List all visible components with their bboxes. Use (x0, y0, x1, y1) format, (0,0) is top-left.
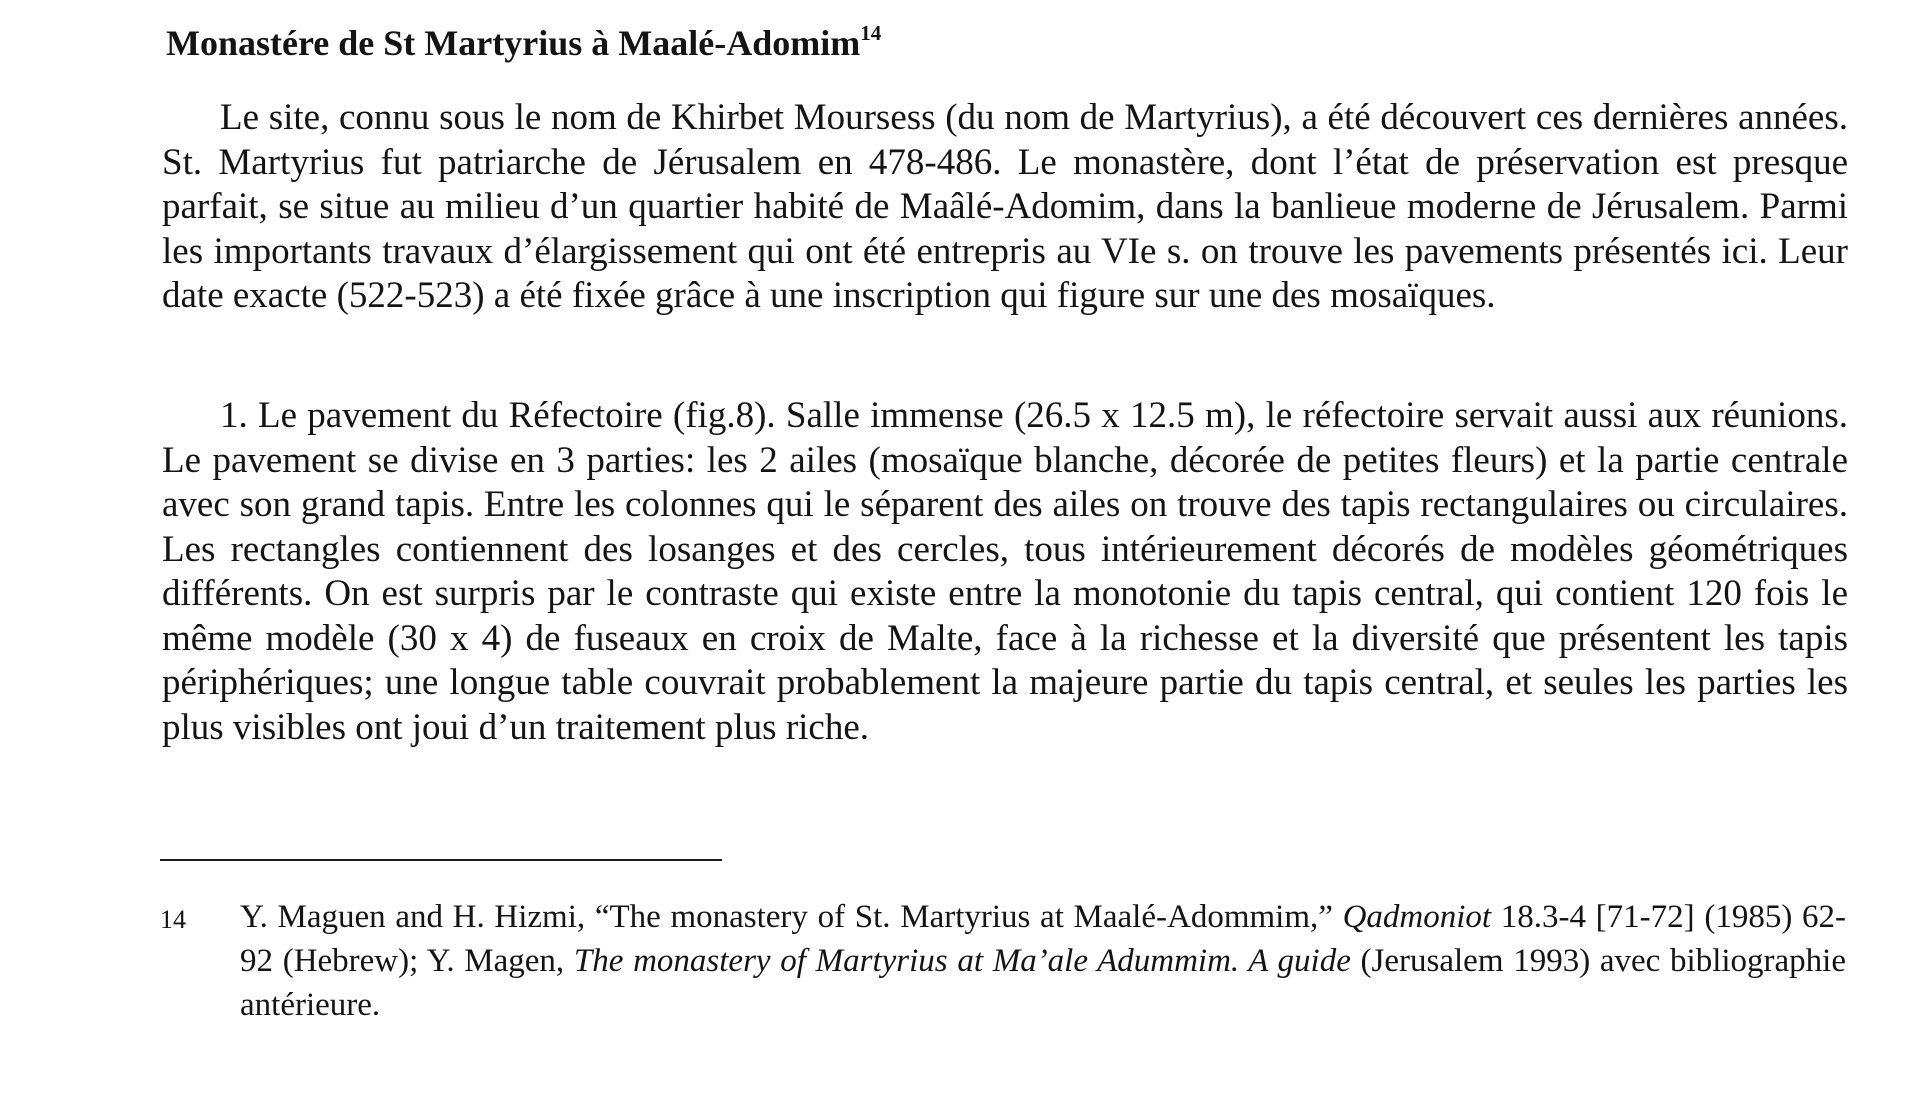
footnote-text (240, 895, 1846, 1027)
footnote-book-title: The monastery of Martyrius at Ma’ale Adummim. A guide (573, 943, 1351, 979)
section-heading (166, 22, 881, 65)
paragraph-site-description: Le site, connu sous le nom de Khirbet Moursess (du nom de Martyrius), a été découvert ces dernières années. St. Martyrius fut patriarche de Jérusalem en 478-486. Le monastère, dont l’état de préservation est presque parfait, se situe au milieu d’un quartier habité de Maâlé-Adomim, dans la banlieue moderne de Jérusalem. Parmi les importants travaux d’élargissement qui ont été entrepris au VIe s. on trouve les pavements présentés ici. Leur date exacte (522-523) a été fixée grâce à une inscription qui figure sur une des mosaïques. (162, 97, 1848, 316)
footnote-reference: 14 (860, 21, 882, 45)
paragraph-refectory-pavement: 1. Le pavement du Réfectoire (fig.8). Salle immense (26.5 x 12.5 m), le réfectoire servait aussi aux réunions. Le pavement se divise en 3 parties: les 2 ailes (mosaïque blanche, décorée de petites fleurs) et la partie centrale avec son grand tapis. Entre les colonnes qui le séparent des ailes on trouve des tapis rectangulaires ou circulaires. Les rectangles contiennent des losanges et des cercles, tous intérieurement décorés de modèles géométriques différents. On est surpris par le contraste qui existe entre la monotonie du tapis central, qui contient 120 fois le même modèle (30 x 4) de fuseaux en croix de Malte, face à la richesse et la diversité que présentent les tapis périphériques; une longue table couvrait probablement la majeure partie du tapis central, et seules les parties les plus visibles ont joui d’un traitement plus riche. (162, 395, 1848, 748)
footnote-text-part3: (Jerusalem 1993) avec bibliographie antérieure. (240, 943, 1846, 1023)
footnote-separator (160, 859, 722, 861)
footnote-text-part1: Y. Maguen and H. Hizmi, “The monastery of St. Martyrius at Maalé-Adommim,” (240, 899, 1343, 935)
footnote-text-part2: 18.3-4 [71-72] (1985) 62-92 (Hebrew); Y. Magen, (240, 899, 1846, 979)
footnote-journal-title: Qadmoniot (1342, 899, 1492, 935)
footnote-number: 14 (160, 905, 186, 934)
section-heading-text: Monastére de St Martyrius à Maalé-Adomim (166, 23, 861, 63)
